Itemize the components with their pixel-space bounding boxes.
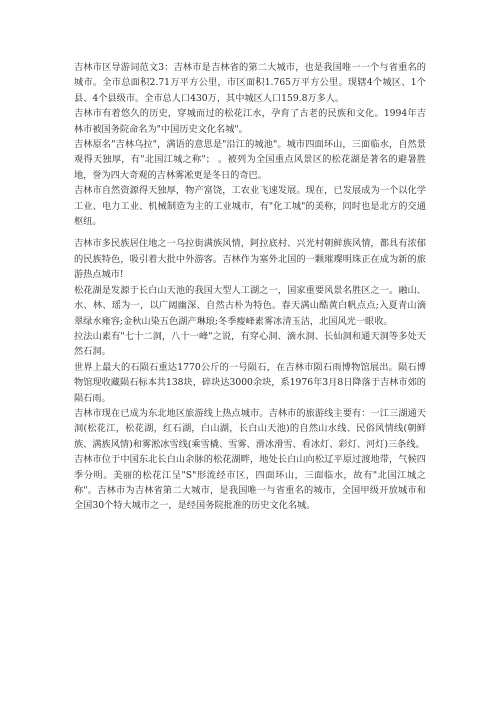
paragraph-name-origin: 吉林原名"吉林乌拉"，满语的意思是"沿江的城池"。城市四面环山，三面临水，自然景观得天独厚，有"北国江城之称"； 。被列为全国重点风景区的松花湖是著名的避暑胜地，誉为四大奇观的吉林雾凇更是冬日的奇巴。 [74, 139, 426, 181]
paragraph-meteorite: 世界上最大的石陨石重达1770公斤的一号陨石，在吉林市陨石雨博物馆展出。陨石博物馆现收藏陨石标本共138块，碎块达3000余块，系1976年3月8日降落于吉林市郊的陨石雨。 [74, 361, 426, 404]
paragraph-gap [74, 229, 426, 236]
paragraph-intro: 吉林市区导游词范文3：吉林市是吉林省的第二大城市，也是我国唯一一个与省重名的城市。全市总面积2.71万平方公里，市区面积1.765万平方公里。现辖4个城区、1个县、4个县级市。全市总人口430万，其中城区人口159.8万多人。 [74, 62, 426, 104]
paragraph-location: 吉林市位于中国东北长白山余脉的松花湖畔，地处长白山向松辽平原过渡地带，气候四季分明。美丽的松花江呈"S"形流经市区，四面环山，三面临水，故有"北国江城之称"。吉林市为吉林省第二大城市，是我国唯一与省重名的城市，全国甲级开放城市和全国30个特大城市之一，是经国务院批准的历史文化名城。 [74, 454, 426, 512]
paragraph-lafa-mountain: 拉法山素有"七十二洞，八十一峰"之说，有穿心洞、滴水洞、长仙洞和通天洞等多处天然石洞。 [74, 330, 426, 358]
paragraph-history: 吉林市有着悠久的历史，穿城而过的松花江水，孕育了古老的民族和文化。1994年吉林市被国务院命名为"中国历史文化名城"。 [74, 108, 426, 135]
paragraph-economy: 吉林市自然资源得天独厚，物产富饶，工农业飞速发展。现在，已发展成为一个以化学工业、电力工业、机械制造为主的工业城市，有"化工城"的美称，同时也是北方的交通枢纽。 [74, 185, 426, 228]
paragraph-ethnic: 吉林市多民族居住地之一乌拉街满族风情，阿拉底村、兴光村朝鲜族风情，都具有浓郁的民族特色，吸引着大批中外游客。吉林作为塞外北国的一颗璀璨明珠正在成为新的旅游热点城市! [74, 238, 426, 281]
paragraph-tour-routes: 吉林市现在已成为东北地区旅游线上热点城市。吉林市的旅游线主要有：一江三湖通天洞(松花江，松花湖，红石湖，白山湖，长白山天池)的自然山水线、民俗风情线(朝鲜族、满族风情)和雾淞冰雪线(乘雪橇、雪雾、滑冰滑雪、看冰灯、彩灯、河灯)三条线。 [74, 407, 426, 450]
paragraph-songhua-lake: 松花湖是发源于长白山天池的我国大型人工湖之一，国家重要风景名胜区之一。融山、水、林、瑶为一，以广阔幽深、自然古朴为特色。春天满山酷黄白帆点点;入夏青山滴翠绿水雍容;金秋山染五色湖产琳琅;冬季瘦峰素雾冰清玉洁，北国风光一眼收。 [74, 284, 426, 327]
